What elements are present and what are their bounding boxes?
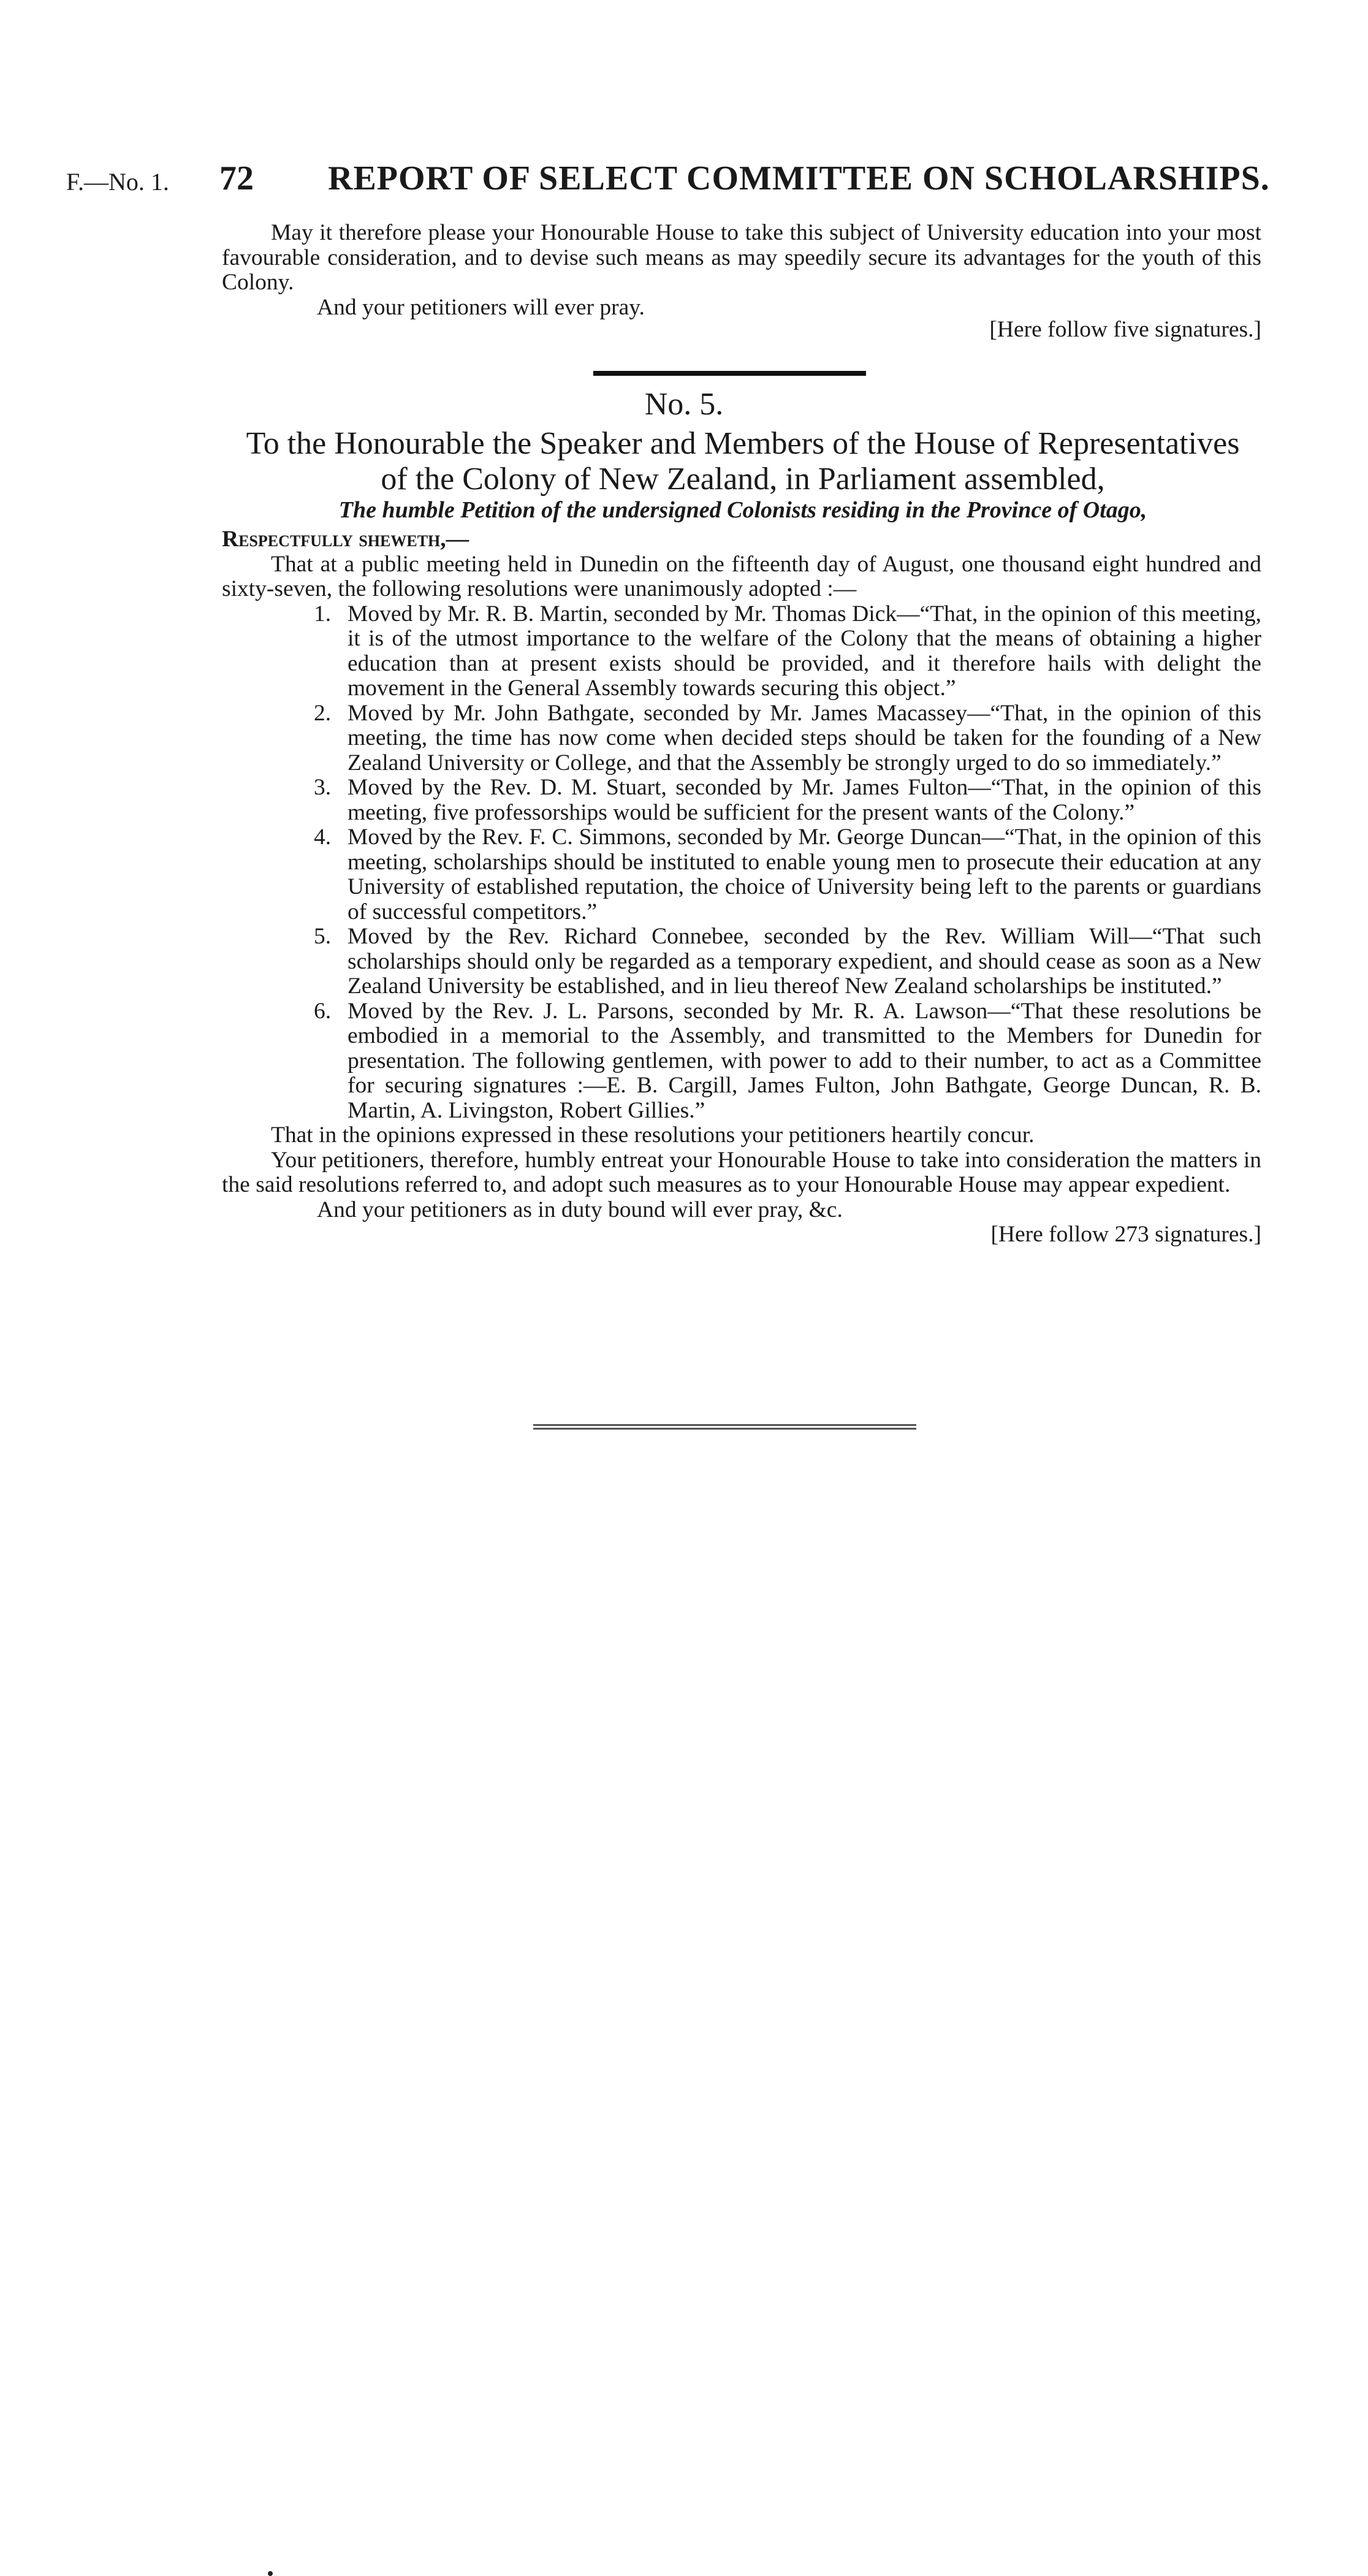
petition-address (222, 426, 1264, 497)
resolution-text: Moved by the Rev. Richard Connebee, seconded by the Rev. William Will—“That such scholarships should only be regarded as a temporary expedient, and should cease as soon as a New Zealand University be established, and in lieu thereof New Zealand scholarships be instituted.” (348, 924, 1261, 999)
closing-rule-line (533, 1424, 916, 1426)
petition-body (222, 527, 1261, 1248)
petition-prayer: And your petitioners as in duty bound will ever pray, &c. (317, 1197, 843, 1222)
resolutions-list (222, 602, 1261, 1124)
print-speck (268, 2571, 273, 2576)
page-title: REPORT OF SELECT COMMITTEE ON SCHOLARSHIPS. (328, 159, 1270, 197)
petition-entreat: Your petitioners, therefore, humbly entreat your Honourable House to take into consideration the matters in the said resolutions referred to, and adopt such measures as to your Honourable House may appear expedient. (222, 1147, 1261, 1197)
sheweth-heading: Respectfully sheweth,— (222, 527, 469, 552)
page-header (0, 156, 1368, 205)
prior-petition-prayer: And your petitioners will ever pray. (317, 294, 645, 320)
resolution-item (222, 999, 1261, 1124)
address-line-2: of the Colony of New Zealand, in Parliament assembled, (381, 462, 1105, 497)
resolution-number: 1. (314, 601, 332, 627)
petition-concur: That in the opinions expressed in these resolutions your petitioners heartily concur. (271, 1122, 1035, 1148)
resolution-number: 5. (314, 924, 332, 949)
petition-signatures: [Here follow 273 signatures.] (990, 1222, 1261, 1247)
closing-rule (533, 1424, 916, 1430)
resolution-number: 3. (314, 775, 332, 800)
resolution-text: Moved by the Rev. D. M. Stuart, seconded by Mr. James Fulton—“That, in the opinion of this meeting, five professorships would be sufficient for the present wants of the Colony.” (348, 775, 1261, 825)
petition-number: No. 5. (644, 387, 724, 422)
resolution-text: Moved by the Rev. J. L. Parsons, seconded by Mr. R. A. Lawson—“That these resolutions be embodied in a memorial to the Assembly, and transmitted to the Members for Dunedin for presentation. The following gentlemen, with power to add to their number, to act as a Committee for securing signatures :—E. B. Cargill, James Fulton, John Bathgate, George Duncan, R. B. Martin, A. Livingston, Robert Gillies.” (348, 998, 1261, 1123)
resolution-text: Moved by the Rev. F. C. Simmons, seconded by Mr. George Duncan—“That, in the opinion of this meeting, scholarships should be instituted to enable young men to prosecute their education at any University of established reputation, the choice of University being left to the parents or guardians of successful competitors.” (348, 825, 1261, 924)
petition-humble-line: The humble Petition of the undersigned Colonists residing in the Province of Otago, (338, 497, 1147, 523)
section-divider (593, 371, 866, 376)
resolution-number: 2. (314, 700, 332, 726)
resolution-text: Moved by Mr. John Bathgate, seconded by Mr. James Macassey—“That, in the opinion of this meeting, the time has now come when decided steps should be taken for the founding of a New Zealand University or College, and that the Assembly be strongly urged to do so immediately.” (348, 700, 1261, 775)
resolution-text: Moved by Mr. R. B. Martin, seconded by Mr. Thomas Dick—“That, in the opinion of this meeting, it is of the utmost importance to the welfare of the Colony that the means of obtaining a higher education than at present exists should be provided, and it therefore hails with delight the movement in the General Assembly towards securing this object.” (348, 601, 1261, 701)
resolution-number: 6. (314, 998, 332, 1024)
document-reference: F.—No. 1. (66, 168, 169, 196)
page-number: 72 (219, 159, 254, 197)
resolution-item (222, 825, 1261, 924)
resolution-item (222, 701, 1261, 776)
prior-petition-signatures: [Here follow five signatures.] (989, 317, 1261, 342)
address-line-1: To the Honourable the Speaker and Members of the House of Representatives (246, 426, 1240, 461)
resolution-number: 4. (314, 825, 332, 850)
resolution-item (222, 924, 1261, 999)
resolution-item (222, 775, 1261, 825)
prior-petition-ending (222, 221, 1261, 343)
resolution-item (222, 602, 1261, 701)
prior-petition-paragraph: May it therefore please your Honourable House to take this subject of University education into your most favourable consideration, and to devise such means as may speedily secure its advantages for the youth of this Colony. (222, 220, 1261, 295)
petition-intro: That at a public meeting held in Dunedin on the fifteenth day of August, one thousand eight hundred and sixty-seven, the following resolutions were unanimously adopted :— (222, 551, 1261, 601)
closing-rule-line (533, 1428, 916, 1430)
